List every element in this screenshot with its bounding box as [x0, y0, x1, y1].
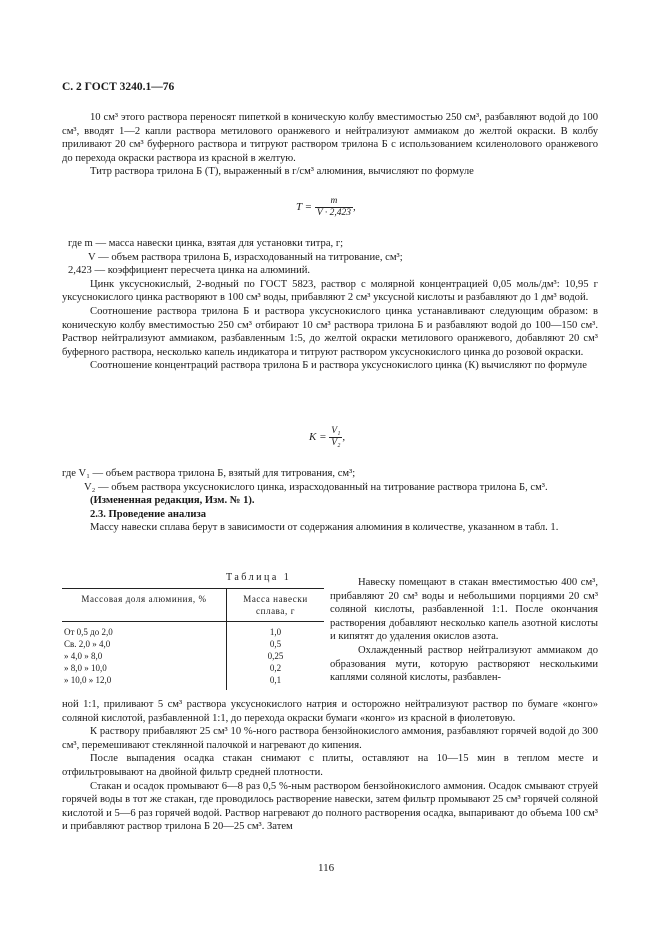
formula-ratio-tail: , [342, 431, 346, 444]
table-row [62, 662, 324, 674]
formula-ratio [309, 426, 345, 449]
formula-ratio-numerator: V₁ [331, 426, 341, 436]
table-cell: 0,5 [269, 639, 282, 649]
main-text-bottom [62, 698, 598, 834]
formula-titer-tail: , [353, 201, 356, 214]
table-cell: 0,1 [269, 675, 282, 685]
edition-note: (Измененная редакция, Изм. № 1). [90, 495, 255, 507]
table-cell: » 4,0 » 8,0 [62, 650, 227, 662]
table-row [62, 650, 324, 662]
formula-titer-denominator: V · 2,423 [316, 208, 351, 218]
table-header-mass: Масса навески сплава, г [227, 589, 325, 622]
section-title: 2.3. Проведение анализа [90, 508, 206, 520]
paragraph-9: После выпадения осадка стакан снимают с плиты, оставляют на 10—15 мин в теплом месте и отфильтровывают на двойной фильтр средней плотности. [62, 753, 598, 778]
paragraph-6: Массу навески сплава берут в зависимости от содержания алюминия в количестве, указанном в табл. 1. [90, 522, 559, 534]
table-cell: 1,0 [269, 627, 282, 637]
table-cell: » 10,0 » 12,0 [62, 674, 227, 690]
paragraph-5: Соотношение концентраций раствора трилона Б и раствора уксуснокислого цинка (К) вычисляют по формуле [90, 360, 587, 372]
formula-titer-numerator: m [315, 196, 353, 208]
page-header: С. 2 ГОСТ 3240.1—76 [62, 81, 175, 93]
formula-titer-eq: = [304, 201, 313, 214]
table-cell: От 0,5 до 2,0 [62, 622, 227, 639]
formula-ratio-lhs: K [309, 431, 317, 444]
table-row [62, 622, 324, 639]
paragraph-4: Соотношение раствора трилона Б и раствора уксуснокислого цинка устанавливают следующим образом: в коническую колбу вместимостью 250 см³ отбирают 10 см³ раствора трилона Б и разбавляют водой до 100—150 см³. Раствор нейтрализуют аммиаком, разбавленным 1:5, до желтой окраски метилового оранжевого, добавляют 20 см³ буферного раствора, несколько капель индикатора и титруют раствором уксуснокислого цинка до розовой окраски. [62, 305, 598, 358]
paragraph-1: 10 см³ этого раствора переносят пипеткой в коническую колбу вместимостью 250 см³, разбавляют водой до 100 см³, вводят 1—2 капли раствора метилового оранжевого и нейтрализуют аммиаком до желтой окраски. В колбу приливают 20 см³ буферного раствора и титруют раствором трилона Б с использованием ксиленолового оранжевого до перехода окраски раствора из красной в желтую. [62, 112, 598, 164]
formula-ratio-denominator: V₂ [331, 438, 341, 448]
where2-v1: где V₁ — объем раствора трилона Б, взятый для титрования, см³; [62, 468, 356, 479]
side-paragraph-1: Навеску помещают в стакан вместимостью 400 см³, прибавляют 20 см³ воды и небольшими порциями 20 см³ соляной кислоты, разбавленной 1:1. После окончания растворения добавляют несколько капель азотной кислоты и кипятят до удаления окислов азота. [330, 577, 598, 643]
side-paragraph-2: Охлажденный раствор нейтрализуют аммиаком до образования мути, которую растворяют несколькими каплями соляной кислоты, разбавлен- [330, 644, 598, 684]
table-cell: 0,2 [269, 663, 282, 673]
page-number: 116 [318, 862, 335, 874]
formula-titer-fraction [315, 196, 353, 219]
table-row [62, 674, 324, 690]
formula-titer-lhs: T [296, 201, 302, 214]
table-cell: 0,25 [267, 651, 284, 661]
mass-table [62, 588, 324, 690]
side-text [330, 576, 598, 685]
where1-m: где m — масса навески цинка, взятая для установки титра, г; [68, 238, 344, 249]
table-cell: Св. 2,0 » 4,0 [62, 638, 227, 650]
where2-v2: V₂ — объем раствора уксуснокислого цинка, израсходованный на титрование раствора трилона Б, см³. [84, 481, 548, 493]
paragraph-3: Цинк уксуснокислый, 2-водный по ГОСТ 5823, раствор с молярной концентрацией 0,05 моль/дм³: 10,95 г уксуснокислого цинка растворяют в 100 см³ воды, прибавляют 2 см³ уксусной кислоты и разбавляют до 1 дм³ водой. [62, 278, 598, 304]
paragraph-10: Стакан и осадок промывают 6—8 раз 0,5 %-ным раствором бензойнокислого аммония. Осадок смывают струей горячей воды в тот же стакан, где проводилось растворение навески, затем фильтр промывают 25 см³ горячей соляной кислотой и 5—6 раз горячей водой. Раствор нагревают до полного растворения осадка, выпаривают до объема 100 см³ и прибавляют раствор трилона Б 20—25 см³. Затем [62, 780, 598, 833]
table-row [62, 638, 324, 650]
table-header-aluminium: Массовая доля алюминия, % [62, 589, 227, 622]
formula-ratio-fraction [329, 426, 342, 449]
where1-v: V — объем раствора трилона Б, израсходованный на титрование, см³; [88, 251, 403, 263]
formula-ratio-eq: = [319, 431, 327, 444]
main-text-lower [62, 467, 598, 535]
formula-titer [296, 196, 356, 219]
paragraph-2: Титр раствора трилона Б (Т), выраженный в г/см³ алюминия, вычисляют по формуле [90, 166, 474, 178]
paragraph-8: К раствору прибавляют 25 см³ 10 %-ного раствора бензойнокислого аммония, разбавляют горячей водой до 300 см³, перемешивают стеклянной палочкой и нагревают до кипения. [62, 726, 598, 751]
table-caption: Таблица 1 [226, 572, 292, 583]
table-cell: » 8,0 » 10,0 [62, 662, 227, 674]
main-text-middle [62, 237, 598, 373]
paragraph-7: ной 1:1, приливают 5 см³ раствора уксуснокислого натрия и осторожно нейтрализуют раствор по бумаге «конго» соляной кислотой, разбавленной 1:1, до перехода окраски бумаги «конго» из красной в фиолетовую. [62, 699, 598, 724]
main-text-top [62, 111, 598, 179]
where1-coef: 2,423 — коэффициент пересчета цинка на алюминий. [68, 265, 311, 277]
